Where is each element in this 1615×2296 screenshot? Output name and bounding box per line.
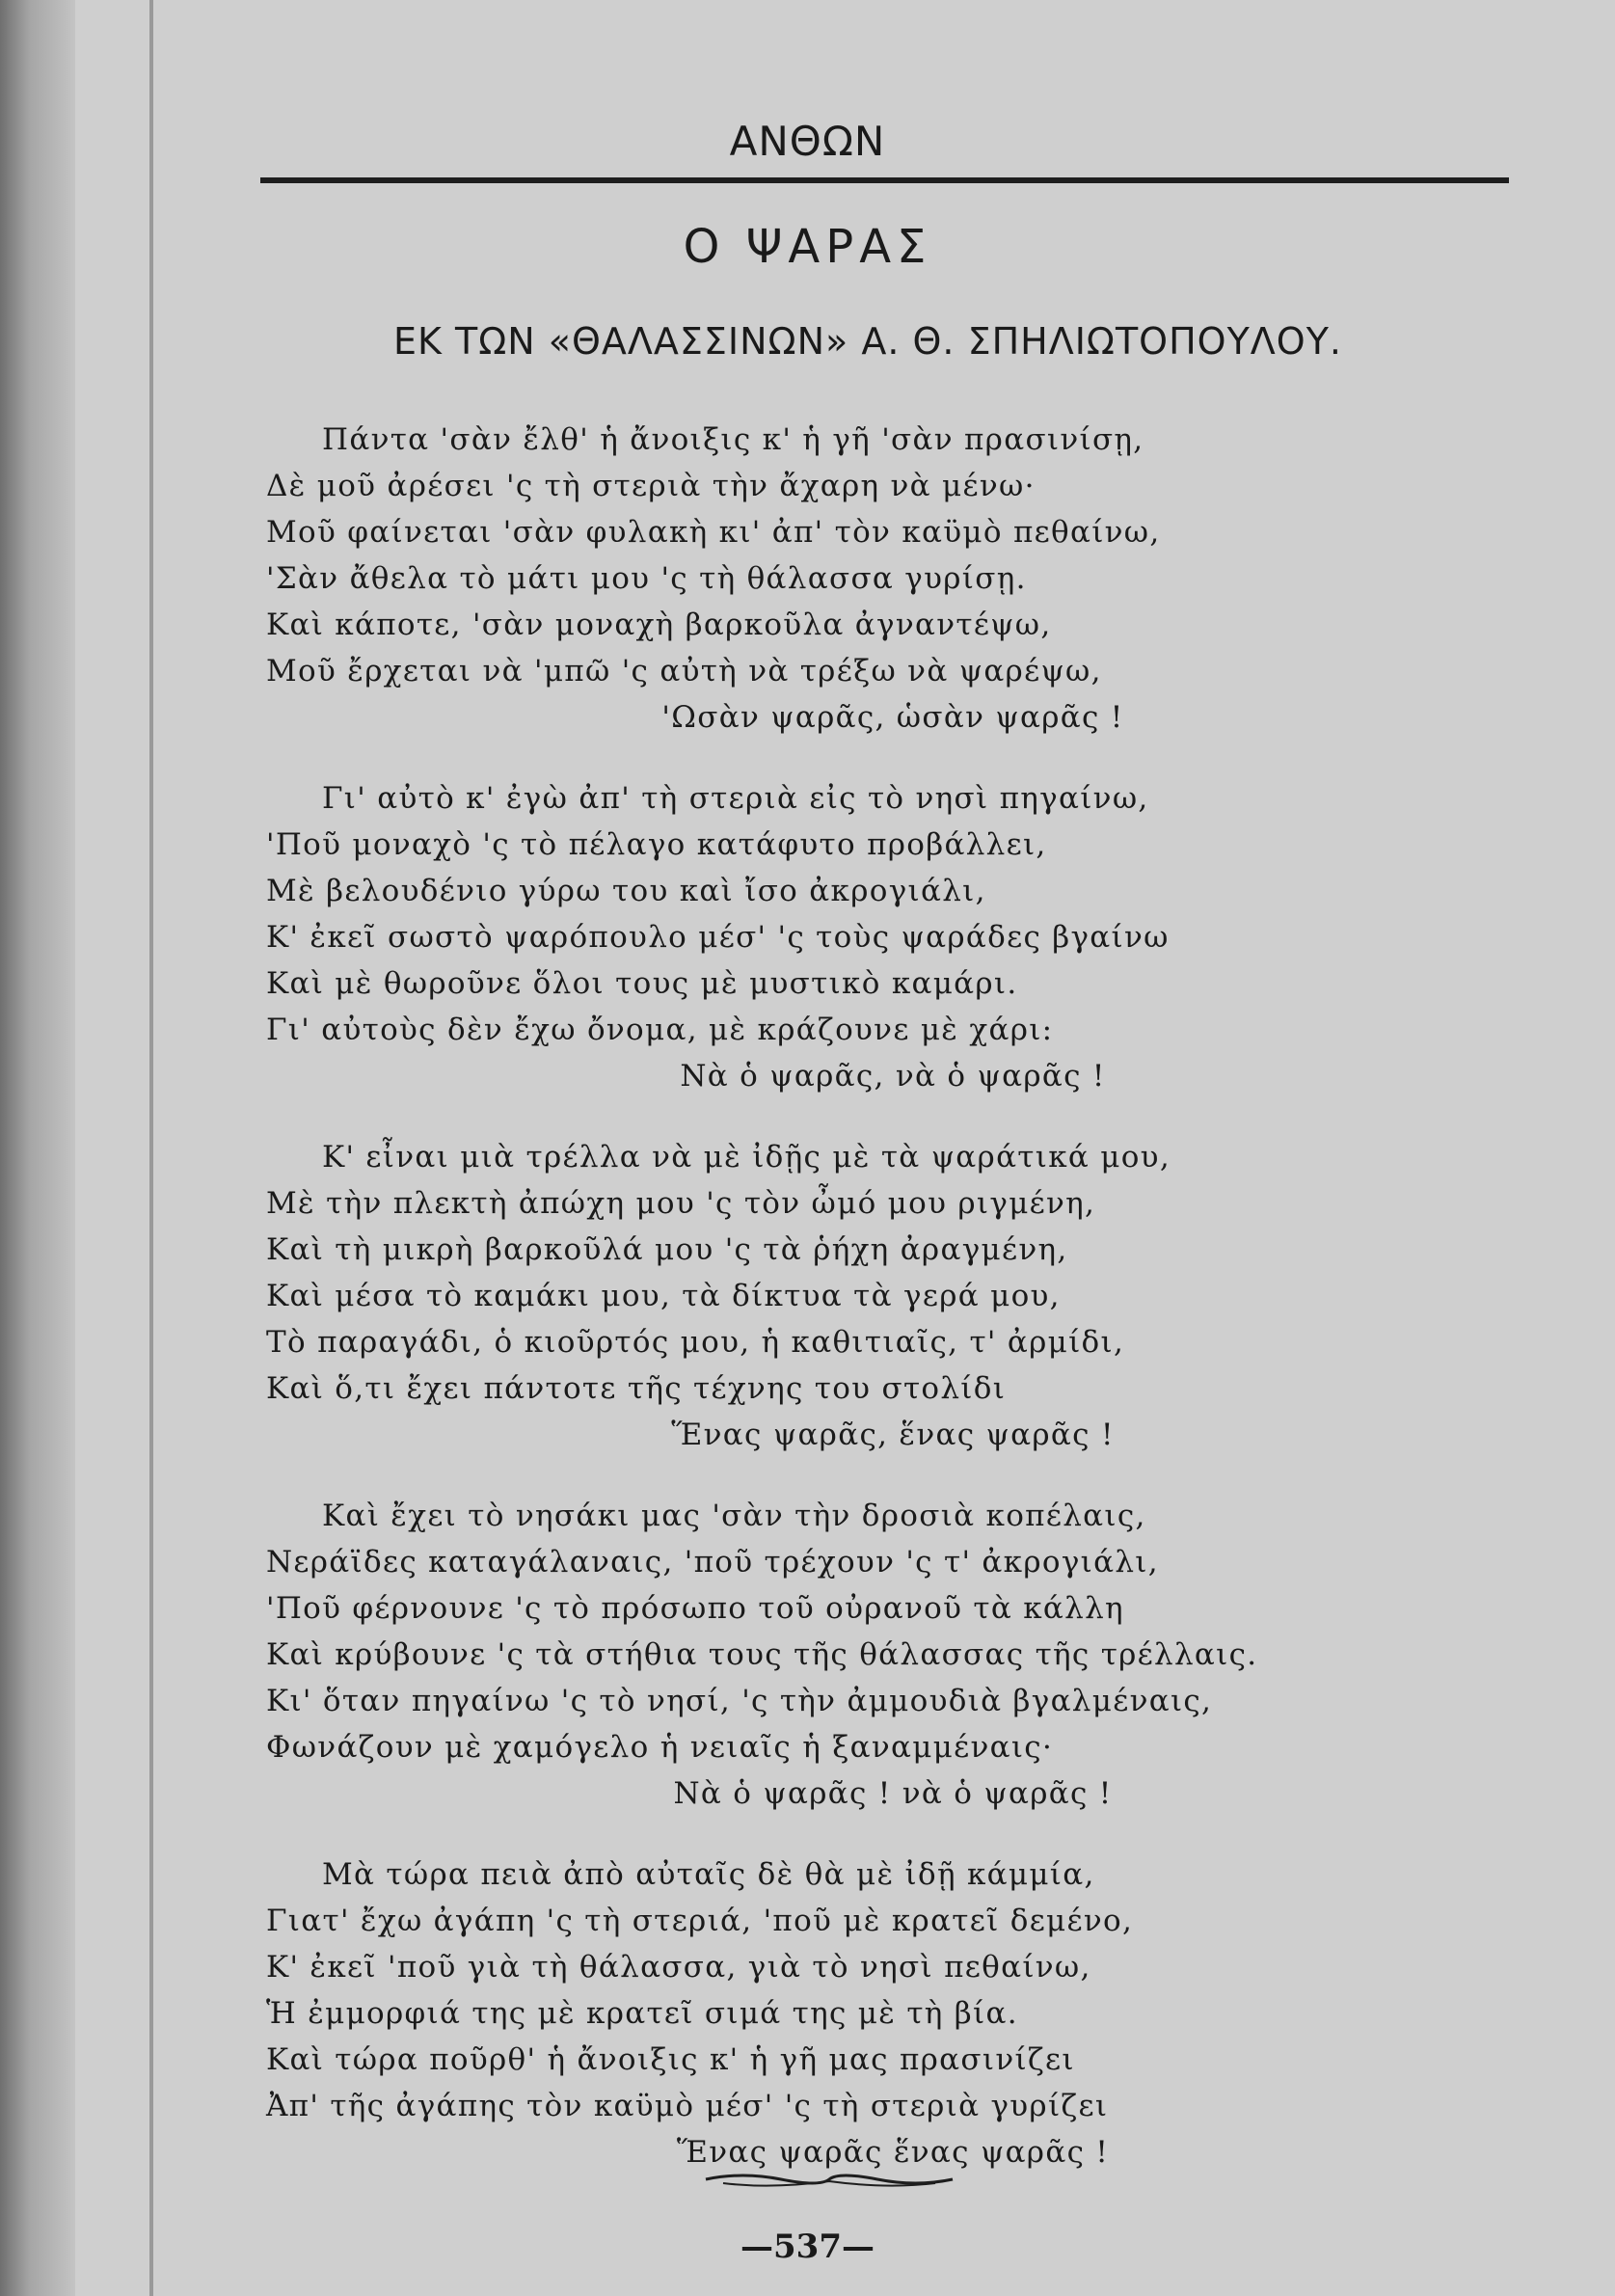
verse-line: Καὶ μέσα τὸ καμάκι μου, τὰ δίκτυα τὰ γερά μου, [266,1279,1061,1313]
poem-subtitle: ΕΚ ΤΩΝ «ΘΑΛΑΣΣΙΝΩΝ» Α. Θ. ΣΠΗΛΙΩΤΟΠΟΥΛΟΥ. [393,320,1342,363]
verse-line: Καὶ κάποτε, 'σὰν μοναχὴ βαρκοῦλα ἀγναντέψω, [266,608,1052,642]
verse-line: Καὶ ὅ,τι ἔχει πάντοτε τῆς τέχνης του στολίδι [266,1371,1007,1406]
end-ornament [704,2168,955,2191]
verse-line: 'Ποῦ φέρνουνε 'ς τὸ πρόσωπο τοῦ οὐρανοῦ τὰ κάλλη [266,1591,1124,1626]
verse-line: Μοῦ φαίνεται 'σὰν φυλακὴ κι' ἀπ' τὸν καϋμὸ πεθαίνω, [266,515,1161,550]
verse-line: 'Ποῦ μοναχὸ 'ς τὸ πέλαγο κατάφυτο προβάλλει, [266,827,1047,862]
verse-line: Ἀπ' τῆς ἀγάπης τὸν καϋμὸ μέσ' 'ς τὴ στεριὰ γυρίζει [266,2089,1109,2123]
book-gutter-edge [0,0,75,2296]
verse-line: Γι' αὐτὸ κ' ἐγὼ ἀπ' τὴ στεριὰ εἰς τὸ νησὶ πηγαίνω, [322,781,1149,816]
stanza [266,775,1520,1099]
verse-line: Καὶ τώρα ποῦρθ' ἡ ἄνοιξις κ' ἡ γῆ μας πρασινίζει [266,2042,1075,2077]
refrain-line: Νὰ ὁ ψαρᾶς, νὰ ὁ ψαρᾶς ! [680,1059,1106,1094]
verse-line: Καὶ κρύβουνε 'ς τὰ στήθια τους τῆς θάλασσας τῆς τρέλλαις. [266,1637,1258,1672]
refrain-line: Ἕνας ψαρᾶς, ἕνας ψαρᾶς ! [671,1418,1115,1452]
page-number: —537— [740,2228,875,2266]
verse-line: Γι' αὐτοὺς δὲν ἔχω ὄνομα, μὲ κράζουνε μὲ χάρι: [266,1013,1054,1047]
verse-line: Δὲ μοῦ ἀρέσει 'ς τὴ στεριὰ τὴν ἄχαρη νὰ μένω· [266,469,1036,503]
running-head: ΑΝΘΩΝ [729,118,886,165]
verse-line: Φωνάζουν μὲ χαμόγελο ἡ νειαῖς ἡ ξαναμμέναις· [266,1730,1054,1765]
poem-body [266,417,1520,2210]
poem-title: Ο ΨΑΡΑΣ [683,220,932,274]
verse-line: Καὶ μὲ θωροῦνε ὅλοι τους μὲ μυστικὸ καμάρι. [266,966,1018,1001]
verse-line: Κι' ὅταν πηγαίνω 'ς τὸ νησί, 'ς τὴν ἀμμουδιὰ βγαλμέναις, [266,1684,1213,1718]
refrain-line: 'Ωσὰν ψαρᾶς, ὡσὰν ψαρᾶς ! [661,700,1124,735]
stanza [266,1493,1520,1817]
header-rule [260,177,1509,183]
verse-line: Νεράϊδες καταγάλαναις, 'ποῦ τρέχουν 'ς τ' ἀκρογιάλι, [266,1545,1159,1580]
stanza [266,417,1520,741]
page-fold-line [149,0,153,2296]
refrain-line: Νὰ ὁ ψαρᾶς ! νὰ ὁ ψαρᾶς ! [673,1776,1113,1811]
verse-line: Μὲ βελουδένιο γύρω του καὶ ἴσο ἀκρογιάλι, [266,874,986,908]
verse-line: Ἡ ἐμμορφιά της μὲ κρατεῖ σιμά της μὲ τὴ βία. [266,1996,1018,2031]
verse-line: 'Σὰν ἄθελα τὸ μάτι μου 'ς τὴ θάλασσα γυρίσῃ. [266,561,1027,596]
verse-line: Κ' ἐκεῖ σωστὸ ψαρόπουλο μέσ' 'ς τοὺς ψαράδες βγαίνω [266,920,1170,955]
verse-line: Κ' εἶναι μιὰ τρέλλα νὰ μὲ ἰδῇς μὲ τὰ ψαράτικά μου, [322,1140,1171,1175]
verse-line: Καὶ ἔχει τὸ νησάκι μας 'σὰν τὴν δροσιὰ κοπέλαις, [322,1499,1146,1533]
verse-line: Τὸ παραγάδι, ὁ κιοῦρτός μου, ἡ καθιτιαῖς, τ' ἀρμίδι, [266,1325,1125,1360]
verse-line: Κ' ἐκεῖ 'ποῦ γιὰ τὴ θάλασσα, γιὰ τὸ νησὶ πεθαίνω, [266,1950,1091,1985]
verse-line: Πάντα 'σὰν ἔλθ' ἡ ἄνοιξις κ' ἡ γῆ 'σὰν πρασινίσῃ, [322,422,1144,457]
verse-line: Μοῦ ἔρχεται νὰ 'μπῶ 'ς αὐτὴ νὰ τρέξω νὰ ψαρέψω, [266,654,1102,689]
verse-line: Μὰ τώρα πειὰ ἀπὸ αὐταῖς δὲ θὰ μὲ ἰδῇ κάμμία, [322,1857,1095,1892]
verse-line: Γιατ' ἔχω ἀγάπη 'ς τὴ στεριά, 'ποῦ μὲ κρατεῖ δεμένο, [266,1904,1134,1938]
stanza [266,1134,1520,1458]
verse-line: Καὶ τὴ μικρὴ βαρκοῦλά μου 'ς τὰ ῥήχη ἀραγμένη, [266,1232,1068,1267]
stanza [266,1851,1520,2175]
verse-line: Μὲ τὴν πλεκτὴ ἀπώχη μου 'ς τὸν ὦμό μου ριγμένη, [266,1186,1096,1221]
refrain-line: Ἕνας ψαρᾶς ἕνας ψαρᾶς ! [676,2135,1110,2170]
